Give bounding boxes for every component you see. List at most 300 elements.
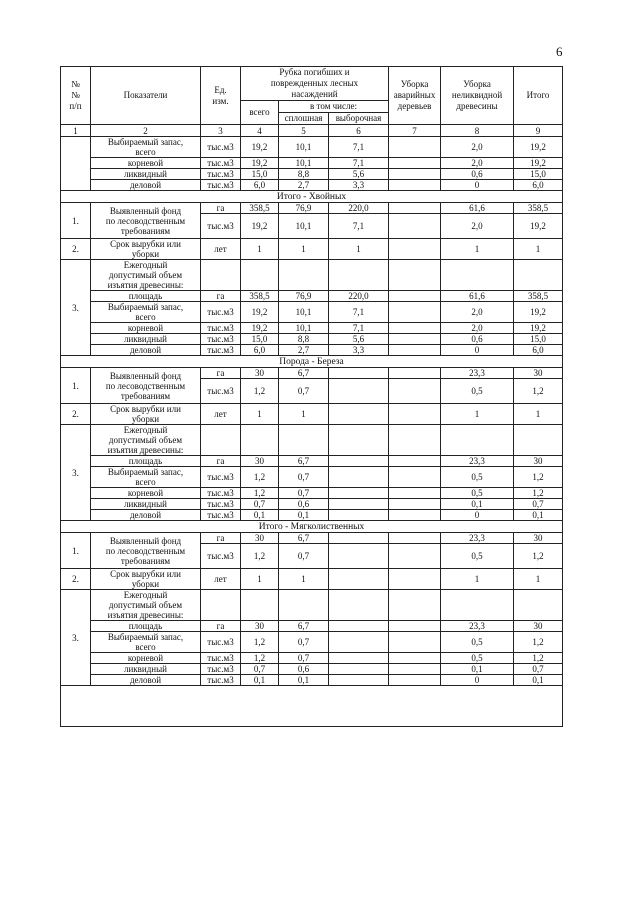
value-cell xyxy=(329,675,389,686)
value-cell xyxy=(389,467,441,488)
unit-cell: тыс.м3 xyxy=(201,467,241,488)
value-cell: 61,6 xyxy=(441,291,514,302)
value-cell xyxy=(389,590,441,621)
value-cell xyxy=(389,302,441,323)
value-cell: 1,2 xyxy=(241,653,279,664)
value-cell: 1 xyxy=(241,569,279,590)
unit-cell: га xyxy=(201,368,241,379)
value-cell: 19,2 xyxy=(514,302,563,323)
indicator-label: Срок вырубки или уборки xyxy=(91,239,201,260)
value-cell: 1,2 xyxy=(514,379,563,404)
header-emergency: Уборка аварийных деревьев xyxy=(389,67,441,125)
unit-cell: тыс.м3 xyxy=(201,158,241,169)
value-cell: 1,2 xyxy=(241,544,279,569)
value-cell xyxy=(329,632,389,653)
value-cell xyxy=(389,544,441,569)
value-cell: 0,1 xyxy=(279,510,329,521)
column-number: 6 xyxy=(329,125,389,137)
table-row xyxy=(61,510,563,521)
value-cell: 19,2 xyxy=(241,214,279,239)
indicator-label: корневой xyxy=(91,158,201,169)
unit-cell: тыс.м3 xyxy=(201,214,241,239)
unit-cell: лет xyxy=(201,404,241,425)
unit-cell: тыс.м3 xyxy=(201,302,241,323)
value-cell: 220,0 xyxy=(329,291,389,302)
indicator-label: Выбираемый запас, всего xyxy=(91,467,201,488)
indicator-label: Ежегодный допустимый объем изъятия древесины: xyxy=(91,425,201,456)
header-illiquid: Уборка неликвидной древесины xyxy=(441,67,514,125)
value-cell: 220,0 xyxy=(329,203,389,214)
value-cell: 6,7 xyxy=(279,533,329,544)
value-cell xyxy=(201,425,241,456)
indicator-label: Выявленный фонд по лесоводственным требованиям xyxy=(91,533,201,569)
value-cell: 2,0 xyxy=(441,323,514,334)
unit-cell: га xyxy=(201,456,241,467)
indicator-label: корневой xyxy=(91,323,201,334)
value-cell: 6,7 xyxy=(279,621,329,632)
value-cell: 1 xyxy=(514,569,563,590)
value-cell xyxy=(329,653,389,664)
value-cell xyxy=(329,664,389,675)
value-cell xyxy=(329,488,389,499)
indicator-label: площадь xyxy=(91,456,201,467)
value-cell: 1,2 xyxy=(241,488,279,499)
header-felling: Рубка погибших и поврежденных лесных насаждений xyxy=(241,67,389,101)
table-row xyxy=(61,686,563,727)
value-cell: 1 xyxy=(514,404,563,425)
value-cell: 0,6 xyxy=(279,664,329,675)
unit-cell: тыс.м3 xyxy=(201,334,241,345)
value-cell xyxy=(329,510,389,521)
value-cell: 2,0 xyxy=(441,137,514,158)
value-cell xyxy=(329,499,389,510)
table-row xyxy=(61,169,563,180)
indicator-label: Срок вырубки или уборки xyxy=(91,569,201,590)
value-cell xyxy=(329,379,389,404)
value-cell xyxy=(329,533,389,544)
value-cell xyxy=(201,260,241,291)
unit-cell: тыс.м3 xyxy=(201,137,241,158)
value-cell: 23,3 xyxy=(441,533,514,544)
indicator-label: Выбираемый запас, всего xyxy=(91,302,201,323)
unit-cell: тыс.м3 xyxy=(201,664,241,675)
value-cell: 7,1 xyxy=(329,158,389,169)
value-cell: 5,6 xyxy=(329,334,389,345)
value-cell: 0,1 xyxy=(514,675,563,686)
value-cell xyxy=(514,590,563,621)
row-num-cell xyxy=(61,137,91,191)
value-cell: 8,8 xyxy=(279,169,329,180)
value-cell: 1 xyxy=(279,404,329,425)
value-cell: 6,0 xyxy=(241,180,279,191)
table-row xyxy=(61,356,563,368)
value-cell: 19,2 xyxy=(241,158,279,169)
value-cell xyxy=(389,239,441,260)
value-cell: 0,5 xyxy=(441,653,514,664)
value-cell: 2,7 xyxy=(279,180,329,191)
indicator-label: Ежегодный допустимый объем изъятия древесины: xyxy=(91,260,201,291)
table-row xyxy=(61,334,563,345)
value-cell: 15,0 xyxy=(241,169,279,180)
value-cell: 358,5 xyxy=(514,203,563,214)
value-cell: 2,0 xyxy=(441,302,514,323)
value-cell: 30 xyxy=(241,456,279,467)
table-row xyxy=(61,368,563,379)
value-cell: 1 xyxy=(441,404,514,425)
section-title: Итого - Мягколиственных xyxy=(61,521,563,533)
value-cell: 10,1 xyxy=(279,302,329,323)
header-indicator: Показатели xyxy=(91,67,201,125)
table-row xyxy=(61,533,563,544)
value-cell xyxy=(389,214,441,239)
value-cell: 0,1 xyxy=(441,499,514,510)
indicator-label: деловой xyxy=(91,675,201,686)
value-cell: 30 xyxy=(514,368,563,379)
value-cell: 30 xyxy=(241,621,279,632)
value-cell xyxy=(279,590,329,621)
value-cell: 19,2 xyxy=(241,137,279,158)
value-cell xyxy=(389,323,441,334)
unit-cell: тыс.м3 xyxy=(201,653,241,664)
unit-cell: тыс.м3 xyxy=(201,544,241,569)
value-cell xyxy=(514,425,563,456)
table-row xyxy=(61,664,563,675)
unit-cell: тыс.м3 xyxy=(201,499,241,510)
table-row xyxy=(61,590,563,621)
value-cell: 15,0 xyxy=(514,169,563,180)
value-cell: 1 xyxy=(329,239,389,260)
value-cell: 76,9 xyxy=(279,291,329,302)
value-cell: 0,1 xyxy=(441,664,514,675)
unit-cell: тыс.м3 xyxy=(201,488,241,499)
value-cell xyxy=(389,533,441,544)
value-cell: 1 xyxy=(441,239,514,260)
value-cell xyxy=(201,590,241,621)
value-cell xyxy=(329,456,389,467)
value-cell xyxy=(329,544,389,569)
row-num: 3. xyxy=(61,590,91,686)
unit-cell: лет xyxy=(201,569,241,590)
value-cell xyxy=(329,621,389,632)
value-cell: 1,2 xyxy=(241,632,279,653)
table-row xyxy=(61,621,563,632)
value-cell xyxy=(389,404,441,425)
value-cell: 19,2 xyxy=(241,323,279,334)
indicator-label: площадь xyxy=(91,621,201,632)
row-num: 2. xyxy=(61,239,91,260)
row-num: 2. xyxy=(61,404,91,425)
value-cell: 0,7 xyxy=(241,664,279,675)
table-row xyxy=(61,425,563,456)
value-cell: 6,0 xyxy=(241,345,279,356)
unit-cell: га xyxy=(201,533,241,544)
value-cell: 76,9 xyxy=(279,203,329,214)
indicator-label: деловой xyxy=(91,345,201,356)
table-row xyxy=(61,291,563,302)
value-cell: 0,7 xyxy=(279,653,329,664)
value-cell: 0,5 xyxy=(441,632,514,653)
value-cell: 30 xyxy=(514,621,563,632)
value-cell: 0,5 xyxy=(441,379,514,404)
table-row xyxy=(61,180,563,191)
value-cell: 30 xyxy=(514,533,563,544)
value-cell: 0,7 xyxy=(279,632,329,653)
table-row xyxy=(61,203,563,214)
table-row xyxy=(61,323,563,334)
indicator-label: Срок вырубки или уборки xyxy=(91,404,201,425)
value-cell: 23,3 xyxy=(441,456,514,467)
indicator-label: Выбираемый запас, всего xyxy=(91,632,201,653)
table-row xyxy=(61,521,563,533)
header-num: № № п/п xyxy=(61,67,91,125)
page-number: 6 xyxy=(556,44,563,59)
section-title: Порода - Береза xyxy=(61,356,563,368)
row-num: 2. xyxy=(61,569,91,590)
value-cell xyxy=(441,590,514,621)
value-cell: 0,1 xyxy=(514,510,563,521)
value-cell xyxy=(514,260,563,291)
table-row xyxy=(61,404,563,425)
value-cell: 2,0 xyxy=(441,158,514,169)
column-number: 1 xyxy=(61,125,91,137)
unit-cell: тыс.м3 xyxy=(201,379,241,404)
value-cell xyxy=(329,260,389,291)
unit-cell: тыс.м3 xyxy=(201,632,241,653)
table-row xyxy=(61,467,563,488)
value-cell: 0,6 xyxy=(441,334,514,345)
value-cell: 0 xyxy=(441,675,514,686)
value-cell: 10,1 xyxy=(279,158,329,169)
value-cell xyxy=(389,260,441,291)
value-cell xyxy=(389,653,441,664)
table-row xyxy=(61,67,563,101)
value-cell xyxy=(389,569,441,590)
value-cell xyxy=(329,467,389,488)
value-cell: 0 xyxy=(441,180,514,191)
value-cell: 23,3 xyxy=(441,621,514,632)
header-solid: сплошная xyxy=(279,113,329,125)
value-cell xyxy=(389,632,441,653)
value-cell xyxy=(389,334,441,345)
value-cell: 1 xyxy=(279,239,329,260)
value-cell xyxy=(241,425,279,456)
value-cell: 0,5 xyxy=(441,467,514,488)
row-num: 1. xyxy=(61,533,91,569)
value-cell: 1,2 xyxy=(514,653,563,664)
value-cell: 6,0 xyxy=(514,345,563,356)
value-cell: 2,0 xyxy=(441,214,514,239)
indicator-label: корневой xyxy=(91,653,201,664)
value-cell: 30 xyxy=(241,368,279,379)
unit-cell: га xyxy=(201,291,241,302)
value-cell xyxy=(329,425,389,456)
row-num: 3. xyxy=(61,260,91,356)
value-cell: 15,0 xyxy=(241,334,279,345)
value-cell: 0,5 xyxy=(441,488,514,499)
value-cell: 10,1 xyxy=(279,137,329,158)
value-cell: 1 xyxy=(279,569,329,590)
value-cell xyxy=(329,404,389,425)
column-number: 9 xyxy=(514,125,563,137)
value-cell: 30 xyxy=(514,456,563,467)
value-cell: 0,5 xyxy=(441,544,514,569)
value-cell: 61,6 xyxy=(441,203,514,214)
value-cell: 0,6 xyxy=(441,169,514,180)
indicator-label: ликвидный xyxy=(91,334,201,345)
header-including: в том числе: xyxy=(279,101,389,113)
table-row xyxy=(61,158,563,169)
value-cell: 0,6 xyxy=(279,499,329,510)
value-cell: 7,1 xyxy=(329,323,389,334)
unit-cell: тыс.м3 xyxy=(201,510,241,521)
value-cell xyxy=(241,590,279,621)
table-row xyxy=(61,675,563,686)
indicator-label: ликвидный xyxy=(91,169,201,180)
value-cell: 0,7 xyxy=(514,499,563,510)
value-cell xyxy=(389,499,441,510)
column-number: 4 xyxy=(241,125,279,137)
value-cell: 7,1 xyxy=(329,137,389,158)
table-row xyxy=(61,239,563,260)
value-cell xyxy=(389,425,441,456)
column-number: 2 xyxy=(91,125,201,137)
indicator-label: Ежегодный допустимый объем изъятия древесины: xyxy=(91,590,201,621)
value-cell: 358,5 xyxy=(241,203,279,214)
value-cell: 19,2 xyxy=(514,214,563,239)
value-cell: 0 xyxy=(441,345,514,356)
value-cell: 19,2 xyxy=(514,323,563,334)
unit-cell: тыс.м3 xyxy=(201,675,241,686)
indicator-label: Выявленный фонд по лесоводственным требованиям xyxy=(91,368,201,404)
value-cell: 10,1 xyxy=(279,214,329,239)
value-cell: 1,2 xyxy=(514,544,563,569)
column-number: 3 xyxy=(201,125,241,137)
value-cell: 0,1 xyxy=(279,675,329,686)
indicator-label: деловой xyxy=(91,180,201,191)
value-cell: 15,0 xyxy=(514,334,563,345)
value-cell: 2,7 xyxy=(279,345,329,356)
value-cell: 0,7 xyxy=(279,467,329,488)
value-cell xyxy=(279,260,329,291)
value-cell: 0,1 xyxy=(241,675,279,686)
value-cell xyxy=(329,569,389,590)
indicator-label: площадь xyxy=(91,291,201,302)
value-cell: 19,2 xyxy=(241,302,279,323)
column-number: 7 xyxy=(389,125,441,137)
value-cell: 1,2 xyxy=(514,467,563,488)
section-title: Итого - Хвойных xyxy=(61,191,563,203)
table-row xyxy=(61,345,563,356)
value-cell xyxy=(389,203,441,214)
value-cell: 358,5 xyxy=(514,291,563,302)
row-num: 1. xyxy=(61,203,91,239)
table-row xyxy=(61,499,563,510)
value-cell: 1,2 xyxy=(241,379,279,404)
table-row xyxy=(61,260,563,291)
value-cell xyxy=(389,291,441,302)
value-cell: 6,7 xyxy=(279,368,329,379)
indicator-label: деловой xyxy=(91,510,201,521)
header-unit: Ед. изм. xyxy=(201,67,241,125)
value-cell: 6,7 xyxy=(279,456,329,467)
value-cell: 1,2 xyxy=(514,488,563,499)
value-cell xyxy=(389,456,441,467)
table-row xyxy=(61,569,563,590)
header-grand-total: Итого xyxy=(514,67,563,125)
value-cell: 358,5 xyxy=(241,291,279,302)
indicator-label: Выявленный фонд по лесоводственным требованиям xyxy=(91,203,201,239)
value-cell: 30 xyxy=(241,533,279,544)
value-cell xyxy=(329,590,389,621)
value-cell xyxy=(279,425,329,456)
table-row xyxy=(61,456,563,467)
value-cell xyxy=(389,180,441,191)
unit-cell: тыс.м3 xyxy=(201,345,241,356)
value-cell: 0,7 xyxy=(241,499,279,510)
value-cell xyxy=(441,260,514,291)
value-cell: 7,1 xyxy=(329,214,389,239)
value-cell xyxy=(389,345,441,356)
value-cell xyxy=(389,379,441,404)
unit-cell: тыс.м3 xyxy=(201,169,241,180)
row-num: 3. xyxy=(61,425,91,521)
row-num: 1. xyxy=(61,368,91,404)
value-cell: 0,1 xyxy=(241,510,279,521)
value-cell: 1,2 xyxy=(514,632,563,653)
value-cell xyxy=(389,621,441,632)
value-cell: 0,7 xyxy=(279,544,329,569)
value-cell xyxy=(389,169,441,180)
value-cell: 1 xyxy=(514,239,563,260)
value-cell: 1 xyxy=(241,239,279,260)
value-cell xyxy=(389,675,441,686)
value-cell: 0,7 xyxy=(279,379,329,404)
table-row xyxy=(61,632,563,653)
value-cell xyxy=(241,260,279,291)
value-cell: 0,7 xyxy=(279,488,329,499)
table-row xyxy=(61,137,563,158)
unit-cell: га xyxy=(201,203,241,214)
indicator-label: Выбираемый запас, всего xyxy=(91,137,201,158)
value-cell xyxy=(389,488,441,499)
value-cell: 0,7 xyxy=(514,664,563,675)
table-row xyxy=(61,191,563,203)
indicator-label: ликвидный xyxy=(91,664,201,675)
value-cell xyxy=(389,158,441,169)
table-row xyxy=(61,653,563,664)
value-cell: 1 xyxy=(441,569,514,590)
value-cell: 3,3 xyxy=(329,180,389,191)
value-cell xyxy=(389,664,441,675)
column-number: 5 xyxy=(279,125,329,137)
unit-cell: га xyxy=(201,621,241,632)
value-cell: 10,1 xyxy=(279,323,329,334)
header-selective: выборочная xyxy=(329,113,389,125)
indicator-label: ликвидный xyxy=(91,499,201,510)
value-cell: 8,8 xyxy=(279,334,329,345)
value-cell xyxy=(329,368,389,379)
unit-cell: тыс.м3 xyxy=(201,180,241,191)
header-total-sub: всего xyxy=(241,101,279,125)
value-cell: 1 xyxy=(241,404,279,425)
value-cell xyxy=(441,425,514,456)
blank-area xyxy=(61,686,563,727)
unit-cell: лет xyxy=(201,239,241,260)
value-cell xyxy=(389,137,441,158)
value-cell: 3,3 xyxy=(329,345,389,356)
value-cell: 19,2 xyxy=(514,137,563,158)
column-number: 8 xyxy=(441,125,514,137)
